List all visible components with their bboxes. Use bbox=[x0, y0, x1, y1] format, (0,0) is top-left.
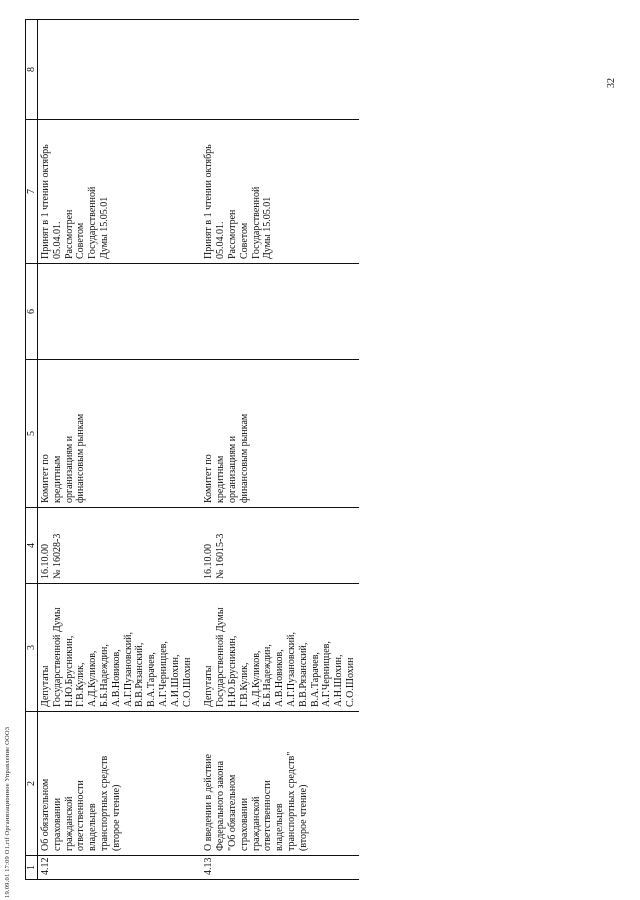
bill-title: Об обязательном страховании гражданской ответственности владельцев транспортных средств (второе чтение) bbox=[38, 712, 196, 856]
page-number: 32 bbox=[606, 78, 617, 88]
responsible-committee: Комитет по кредитным организациям и финансовым рынкам bbox=[201, 360, 358, 508]
column-number: 5 bbox=[26, 360, 38, 508]
table-row bbox=[201, 20, 358, 880]
item-number: 4.13 bbox=[201, 856, 358, 880]
bill-title: О введении в действие Федерального закона "Об обязательном страховании гражданской ответственности владельцев транспортных средств" (второе чтение) bbox=[201, 712, 358, 856]
column-number: 4 bbox=[26, 508, 38, 584]
column-number: 2 bbox=[26, 712, 38, 856]
column-number-row bbox=[26, 20, 38, 880]
bill-status: Принят в 1 чтении октябрь 05.04.01. Рассмотрен Советом Государственной Думы 15.05.01 bbox=[201, 120, 358, 264]
responsible-committee: Комитет по кредитным организациям и финансовым рынкам bbox=[38, 360, 196, 508]
bill-initiators: Депутаты Государственной Думы Н.Ю.Брусникин, Г.В.Кулик, А.Д.Куликов, Б.Б.Надеждин, А.В.Новиков, А.Г.Пузановский, В.В.Рязанский, В.А.Тарачев, А.Г.Черниццев, А.Н.Шохин, С.О.Шохин bbox=[201, 584, 358, 712]
bill-status: Принят в 1 чтении октябрь 05.04.01. Рассмотрен Советом Государственной Думы 15.05.01 bbox=[38, 120, 196, 264]
column-6-cell bbox=[201, 264, 358, 360]
table-row bbox=[38, 20, 196, 880]
bill-initiators: Депутаты Государственной Думы Н.Ю.Брусникин, Г.В.Кулик, А.Д.Куликов, Б.Б.Надеждин, А.В.Новиков, А.Г.Пузановский, В.В.Рязанский, В.А.Тарачев, А.Г.Черниццев, А.И.Шохин, С.О.Шохин bbox=[38, 584, 196, 712]
bills-table bbox=[25, 19, 359, 880]
column-number: 3 bbox=[26, 584, 38, 712]
print-footer: 19.09.01 17:09 O1.rtf Организационное Управление ООО3 bbox=[4, 726, 11, 898]
column-6-cell bbox=[38, 264, 196, 360]
registration-date: 16.10.00 № 16028-3 bbox=[38, 508, 196, 584]
column-number: 7 bbox=[26, 120, 38, 264]
column-8-cell bbox=[201, 20, 358, 120]
column-number: 6 bbox=[26, 264, 38, 360]
column-number: 8 bbox=[26, 20, 38, 120]
column-8-cell bbox=[38, 20, 196, 120]
item-number: 4.12 bbox=[38, 856, 196, 880]
column-number: 1 bbox=[26, 856, 38, 880]
registration-date: 16.10.00 № 16015-3 bbox=[201, 508, 358, 584]
